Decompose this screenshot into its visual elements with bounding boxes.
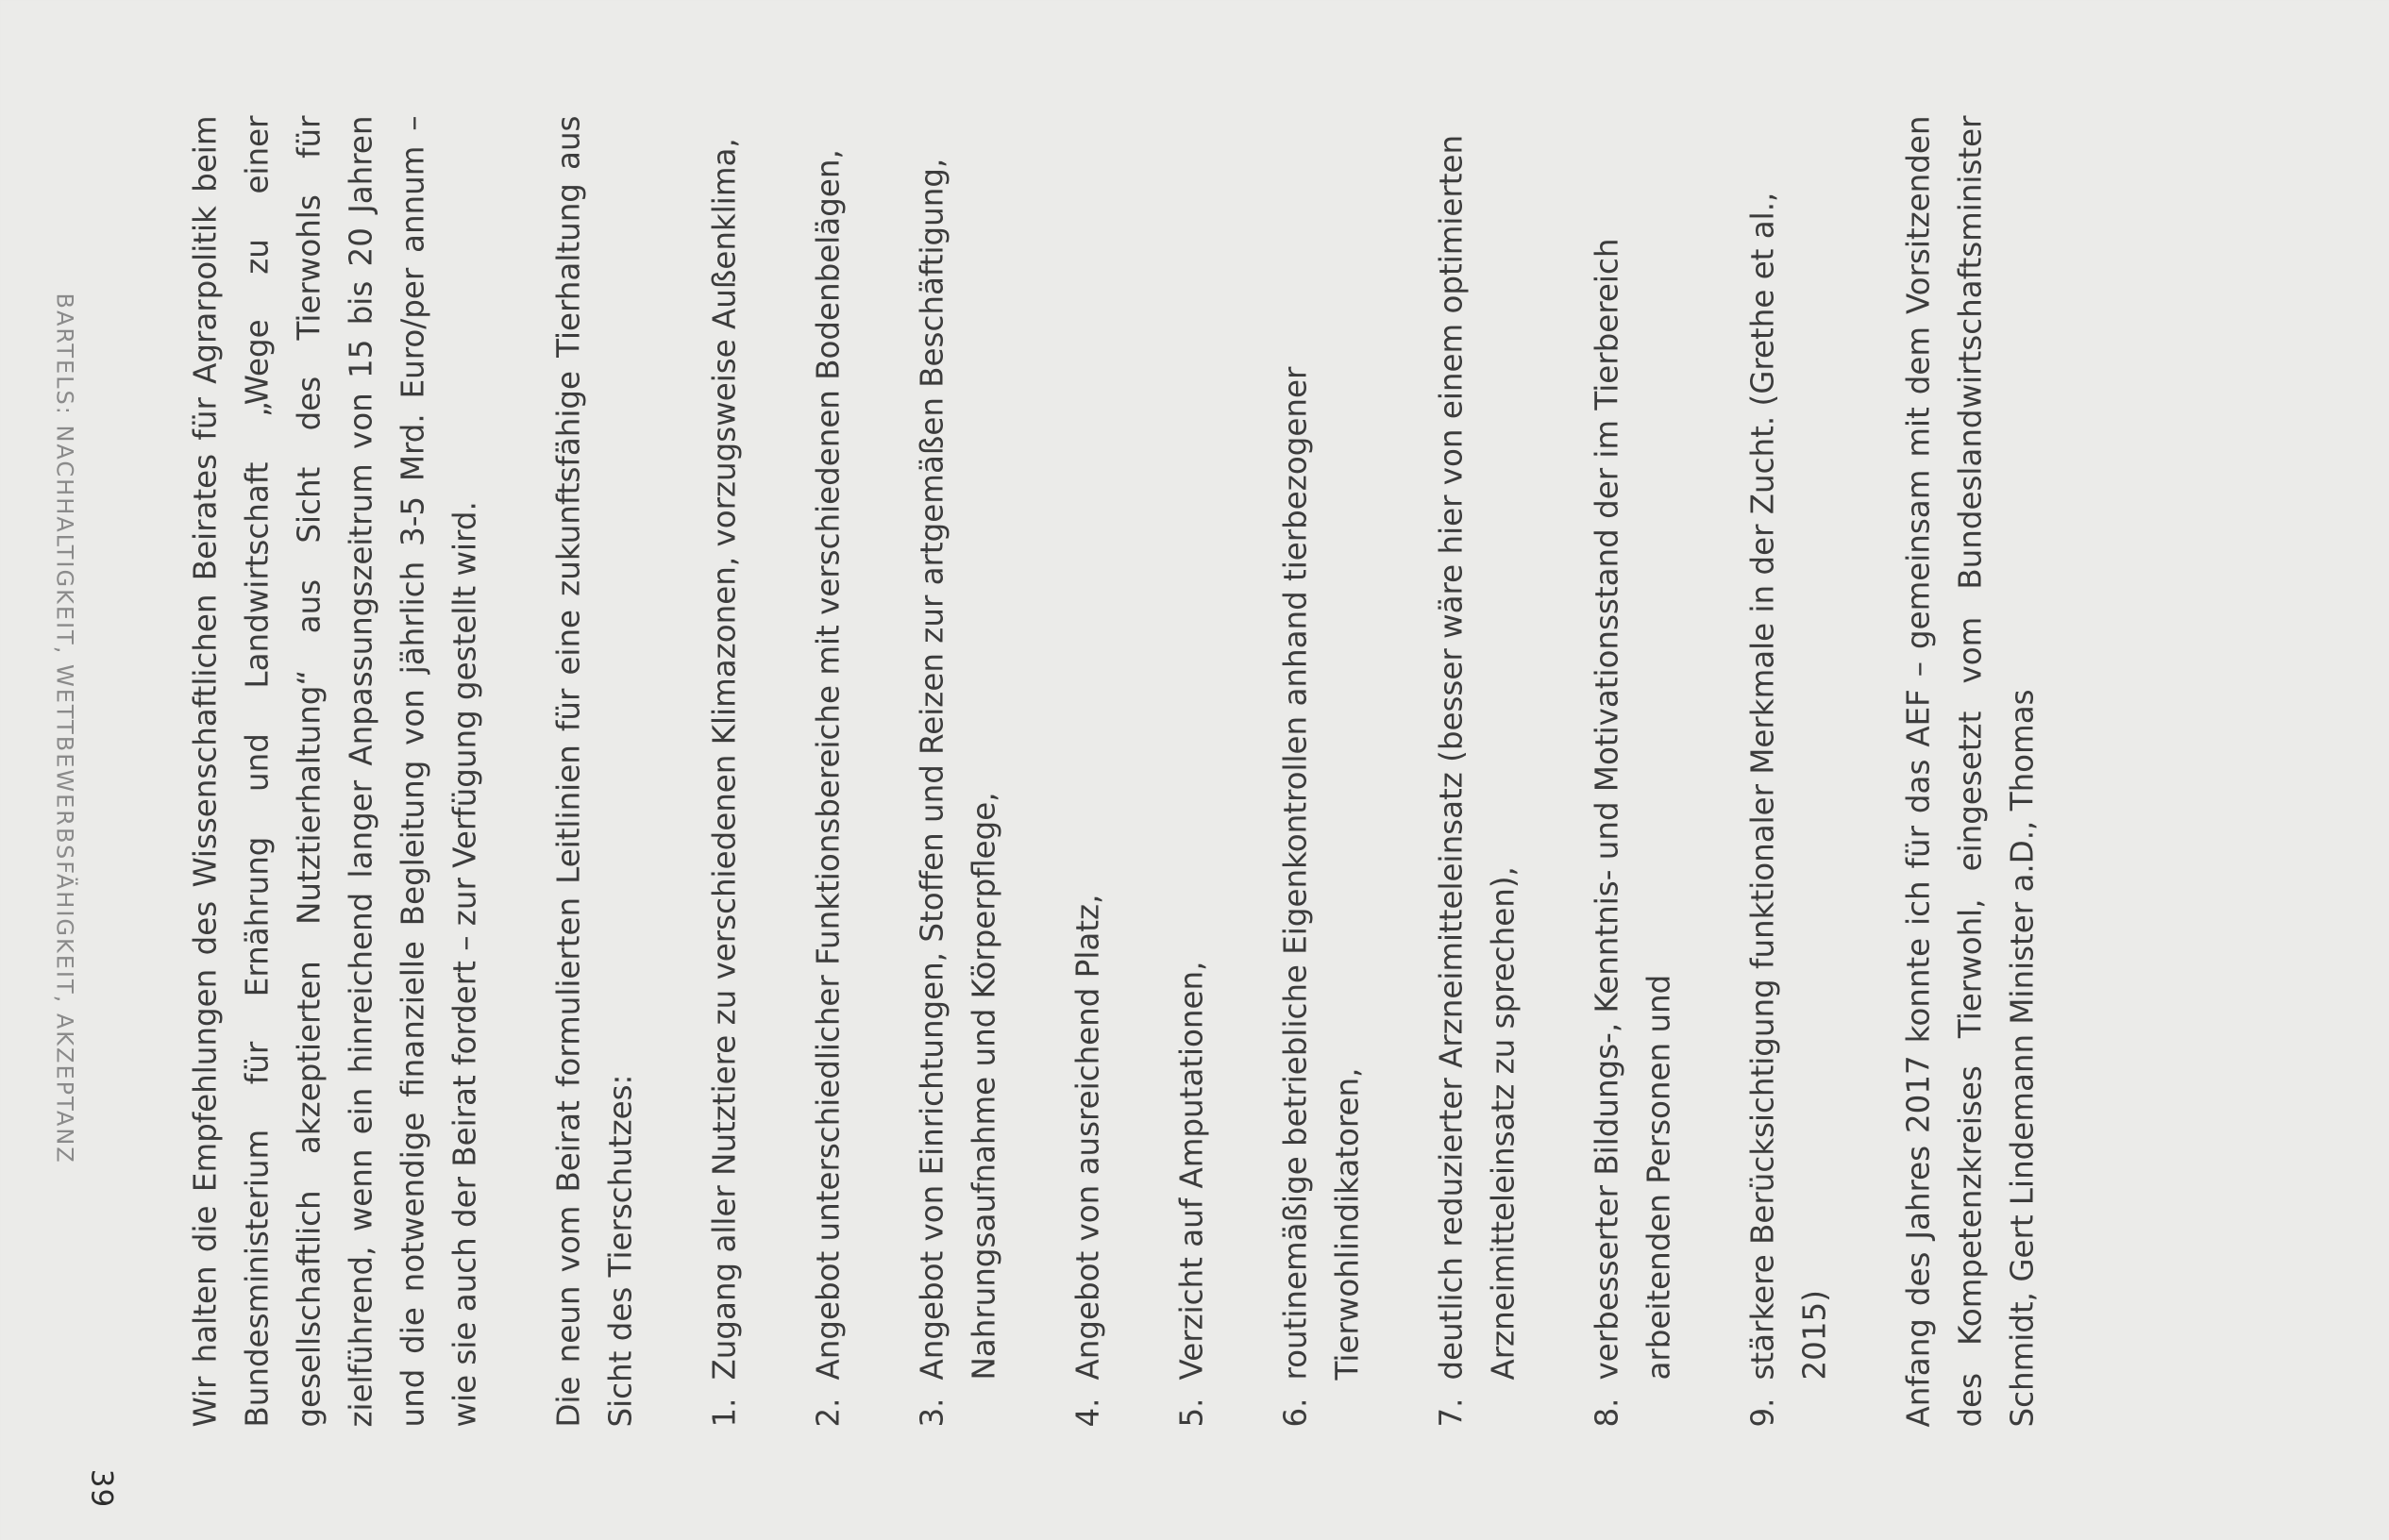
list-number: 8. (1589, 1397, 1624, 1427)
list-item (1270, 115, 1373, 1427)
list-number: 5. (1173, 1397, 1209, 1427)
list-number: 9. (1744, 1397, 1780, 1427)
list-item (1425, 115, 1529, 1427)
lead-paragraph: Die neun vom Beirat formulierten Leitlinien für eine zukunftsfähige Tierhaltung aus Sicht des Tierschutzes: (550, 115, 638, 1427)
intro-paragraph: Wir halten die Empfehlungen des Wissenschaftlichen Beirates für Agrarpolitik beim Bundesministerium für Ernährung und Landwirtschaft „Wege zu einer gesellschaftlich akzeptierten Nutztierhaltung“ aus Sicht des Tierwohls für zielführend, wenn ein hinreichend langer Anpassungszeitrum von 15 bis 20 Jahren und die notwendige finanzielle Begleitung von jährlich 3-5 Mrd. Euro/per annum – wie sie auch der Beirat fordert – zur Verfügung gestellt wird. (187, 115, 482, 1427)
list-number: 4. (1069, 1397, 1105, 1427)
list-text: Verzicht auf Amputationen, (1173, 961, 1209, 1380)
guidelines-list (698, 115, 1841, 1427)
page-header (0, 0, 160, 1540)
list-text: verbesserter Bildungs-, Kenntnis- und Motivationsstand der im Tierbereich arbeitenden Personen und (1589, 238, 1676, 1380)
list-text: routinemäßige betriebliche Eigenkontrollen anhand tierbezogener Tierwohlindikatoren, (1277, 366, 1365, 1380)
list-number: 1. (706, 1397, 742, 1427)
list-item (1166, 115, 1218, 1427)
list-item (802, 115, 854, 1427)
list-number: 2. (810, 1397, 846, 1427)
list-text: Zugang aller Nutztiere zu verschiedenen Klimazonen, vorzugsweise Außenklima, (706, 137, 742, 1380)
list-number: 6. (1277, 1397, 1313, 1427)
list-item (906, 115, 1010, 1427)
body-text (179, 115, 2100, 1427)
list-item (1062, 115, 1114, 1427)
list-item (698, 115, 750, 1427)
list-item (1581, 115, 1685, 1427)
list-text: Angebot von Einrichtungen, Stoffen und Reizen zur artgemäßen Beschäftigung, Nahrungsaufnahme und Körperpflege, (914, 158, 1001, 1380)
list-text: Angebot von ausreichend Platz, (1069, 894, 1105, 1380)
list-text: Angebot unterschiedlicher Funktionsbereiche mit verschiedenen Bodenbelägen, (810, 148, 846, 1380)
list-item (1737, 115, 1841, 1427)
list-text: deutlich reduzierter Arzneimitteleinsatz (besser wäre hier von einem optimierten Arzneimitteleinsatz zu sprechen), (1433, 134, 1521, 1380)
page-number: 39 (84, 1468, 118, 1508)
list-number: 3. (914, 1397, 950, 1427)
closing-paragraph: Anfang des Jahres 2017 konnte ich für das AEF – gemeinsam mit dem Vorsitzenden des Kompetenzkreises Tierwohl, eingesetzt vom Bundeslandwirtschaftsminister Schmidt, Gert Lindemann Minister a.D., Thomas (1900, 115, 2040, 1427)
list-text: stärkere Berücksichtigung funktionaler Merkmale in der Zucht. (Grethe et al., 2015) (1744, 192, 1832, 1380)
list-number: 7. (1433, 1397, 1469, 1427)
running-head: BARTELS: NACHHALTIGKEIT, WETTBEWERBSFÄHIGKEIT, AKZEPTANZ (51, 293, 77, 1164)
